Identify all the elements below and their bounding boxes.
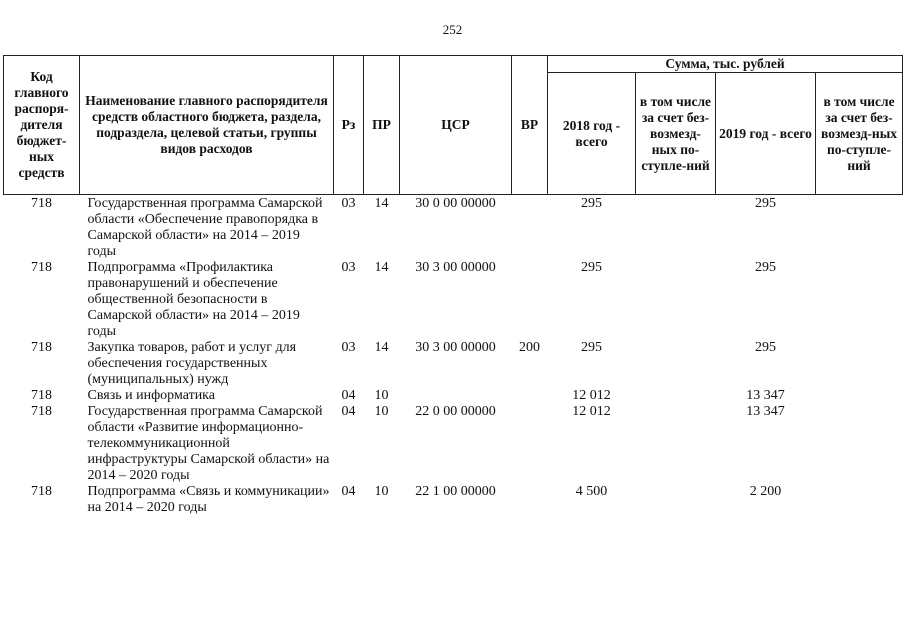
row-vr bbox=[512, 195, 548, 261]
row-2019-total: 2 200 bbox=[749, 484, 782, 499]
row-name: Государственная программа Самарской области «Обеспечение правопорядка в Самарской области» на 2014 – 2019 годы bbox=[87, 196, 323, 259]
row-code: 718 bbox=[31, 340, 52, 355]
header-pr: ПР bbox=[364, 56, 400, 195]
row-2018-free bbox=[636, 388, 716, 404]
row-pr: 14 bbox=[374, 260, 389, 275]
table-row bbox=[4, 260, 903, 340]
row-2018-free bbox=[636, 340, 716, 388]
row-name: Закупка товаров, работ и услуг для обеспечения государственных (муниципальных) нужд bbox=[87, 340, 297, 387]
row-vr bbox=[512, 388, 548, 404]
row-2018-total: 295 bbox=[581, 260, 602, 275]
page-number: 252 bbox=[442, 22, 463, 37]
header-code: Код главного распоря-дителя бюджет-ных средств bbox=[4, 56, 80, 195]
row-2019-free bbox=[816, 484, 903, 516]
row-vr bbox=[512, 404, 548, 484]
row-rz: 03 bbox=[341, 340, 356, 355]
row-code: 718 bbox=[31, 388, 52, 403]
row-vr bbox=[512, 484, 548, 516]
row-2018-total: 4 500 bbox=[575, 484, 608, 499]
row-2018-free bbox=[636, 404, 716, 484]
row-code: 718 bbox=[31, 484, 52, 499]
header-2018-total: 2018 год - всего bbox=[548, 73, 636, 195]
table-row bbox=[4, 340, 903, 388]
row-2018-total: 12 012 bbox=[572, 404, 611, 419]
row-rz: 04 bbox=[341, 484, 356, 499]
row-name: Государственная программа Самарской области «Развитие информационно-телекоммуникационной инфраструктуры Самарской области» на 2014 – 2020 годы bbox=[87, 404, 330, 483]
row-2019-free bbox=[816, 404, 903, 484]
row-pr: 14 bbox=[374, 340, 389, 355]
row-csr bbox=[400, 388, 512, 404]
table-body bbox=[4, 195, 903, 517]
row-2019-total: 295 bbox=[755, 340, 776, 355]
row-name: Подпрограмма «Профилактика правонарушений и обеспечение общественной безопасности в Самарской области» на 2014 – 2019 годы bbox=[87, 260, 300, 339]
row-2018-free bbox=[636, 260, 716, 340]
row-csr: 22 1 00 00000 bbox=[415, 484, 496, 499]
table-row bbox=[4, 195, 903, 261]
header-rz: Рз bbox=[334, 56, 364, 195]
row-2019-free bbox=[816, 195, 903, 261]
row-2018-free bbox=[636, 484, 716, 516]
row-2019-free bbox=[816, 340, 903, 388]
row-pr: 10 bbox=[374, 484, 389, 499]
row-2019-total: 13 347 bbox=[746, 404, 785, 419]
row-code: 718 bbox=[31, 260, 52, 275]
row-2019-total: 295 bbox=[755, 260, 776, 275]
row-2018-total: 295 bbox=[581, 196, 602, 211]
row-csr: 30 3 00 00000 bbox=[415, 340, 496, 355]
row-rz: 03 bbox=[341, 260, 356, 275]
header-2018-free: в том числе за счет без-возмезд-ных по-ступле-ний bbox=[636, 73, 716, 195]
row-vr: 200 bbox=[519, 340, 540, 355]
row-code: 718 bbox=[31, 404, 52, 419]
row-pr: 10 bbox=[374, 388, 389, 403]
header-2019-total: 2019 год - всего bbox=[716, 73, 816, 195]
row-csr: 30 3 00 00000 bbox=[415, 260, 496, 275]
header-name: Наименование главного распорядителя средств областного бюджета, раздела, подраздела, целевой статьи, группы видов расходов bbox=[80, 56, 334, 195]
row-2018-free bbox=[636, 195, 716, 261]
table-row bbox=[4, 388, 903, 404]
row-name: Связь и информатика bbox=[87, 388, 215, 403]
row-name: Подпрограмма «Связь и коммуникации» на 2014 – 2020 годы bbox=[87, 484, 330, 515]
row-code: 718 bbox=[31, 196, 52, 211]
header-vr: ВР bbox=[512, 56, 548, 195]
row-2019-total: 295 bbox=[755, 196, 776, 211]
header-sum: Сумма, тыс. рублей bbox=[548, 56, 903, 73]
row-rz: 04 bbox=[341, 388, 356, 403]
row-csr: 22 0 00 00000 bbox=[415, 404, 496, 419]
row-vr bbox=[512, 260, 548, 340]
table-header bbox=[4, 56, 903, 195]
row-2019-free bbox=[816, 260, 903, 340]
row-2019-free bbox=[816, 388, 903, 404]
row-2018-total: 12 012 bbox=[572, 388, 611, 403]
row-2018-total: 295 bbox=[581, 340, 602, 355]
row-pr: 10 bbox=[374, 404, 389, 419]
table-row bbox=[4, 404, 903, 484]
row-rz: 04 bbox=[341, 404, 356, 419]
budget-table bbox=[3, 55, 903, 516]
row-2019-total: 13 347 bbox=[746, 388, 785, 403]
header-2019-free: в том числе за счет без-возмезд-ных по-ступле-ний bbox=[816, 73, 903, 195]
table-row bbox=[4, 484, 903, 516]
row-rz: 03 bbox=[341, 196, 356, 211]
header-csr: ЦСР bbox=[400, 56, 512, 195]
row-pr: 14 bbox=[374, 196, 389, 211]
row-csr: 30 0 00 00000 bbox=[415, 196, 496, 211]
